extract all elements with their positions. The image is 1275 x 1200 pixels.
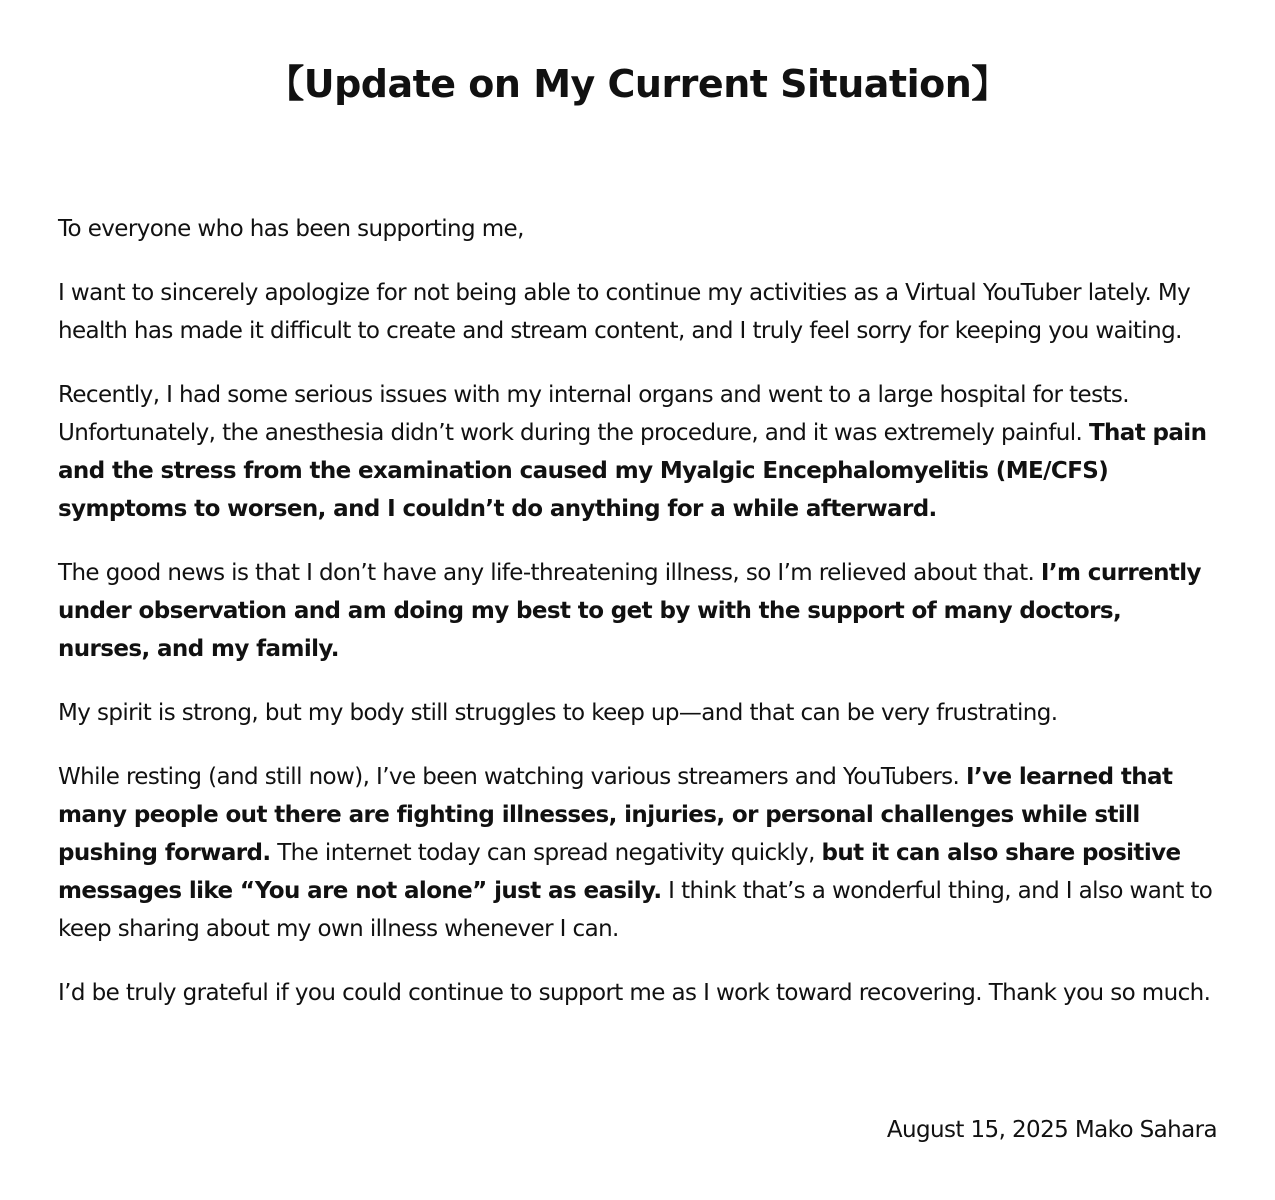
streamers-text-e: I think that’s a wonderful thing, and I also want to keep sharing about my own illness whenever I can. <box>58 878 1213 942</box>
streamers-text-c: The internet today can spread negativity quickly, <box>270 840 822 866</box>
streamers-bold-b: I’ve learned that many people out there are fighting illnesses, injuries, or personal challenges while still pushing forward. <box>58 764 1173 866</box>
streamers-text-a: While resting (and still now), I’ve been watching various streamers and YouTubers. <box>58 764 966 790</box>
hospital-text: Recently, I had some serious issues with my internal organs and went to a large hospital for tests. Unfortunately, the anesthesia didn’t work during the procedure, and it was extremely painful. <box>58 382 1129 446</box>
hospital-paragraph <box>58 376 1217 528</box>
good-news-bold-text: I’m currently under observation and am doing my best to get by with the support of many doctors, nurses, and my family. <box>58 560 1201 662</box>
spirit-paragraph: My spirit is strong, but my body still struggles to keep up—and that can be very frustrating. <box>58 700 1058 726</box>
good-news-text: The good news is that I don’t have any life-threatening illness, so I’m relieved about that. <box>58 560 1041 586</box>
gratitude-paragraph: I’d be truly grateful if you could continue to support me as I work toward recovering. Thank you so much. <box>58 980 1211 1006</box>
streamers-paragraph <box>58 758 1217 948</box>
signature-line: August 15, 2025 Mako Sahara <box>886 1117 1217 1143</box>
streamers-bold-d: but it can also share positive messages like “You are not alone” just as easily. <box>58 840 1181 904</box>
hospital-bold-text: That pain and the stress from the examination caused my Myalgic Encephalomyelitis (ME/CFS) symptoms to worsen, and I couldn’t do anything for a while afterward. <box>58 420 1207 522</box>
letter-body <box>58 210 1217 1038</box>
apology-paragraph: I want to sincerely apologize for not being able to continue my activities as a Virtual YouTuber lately. My health has made it difficult to create and stream content, and I truly feel sorry for keeping you waiting. <box>58 280 1191 344</box>
greeting-paragraph: To everyone who has been supporting me, <box>58 216 524 242</box>
page-title: 【Update on My Current Situation】 <box>266 62 1009 106</box>
good-news-paragraph <box>58 554 1217 668</box>
